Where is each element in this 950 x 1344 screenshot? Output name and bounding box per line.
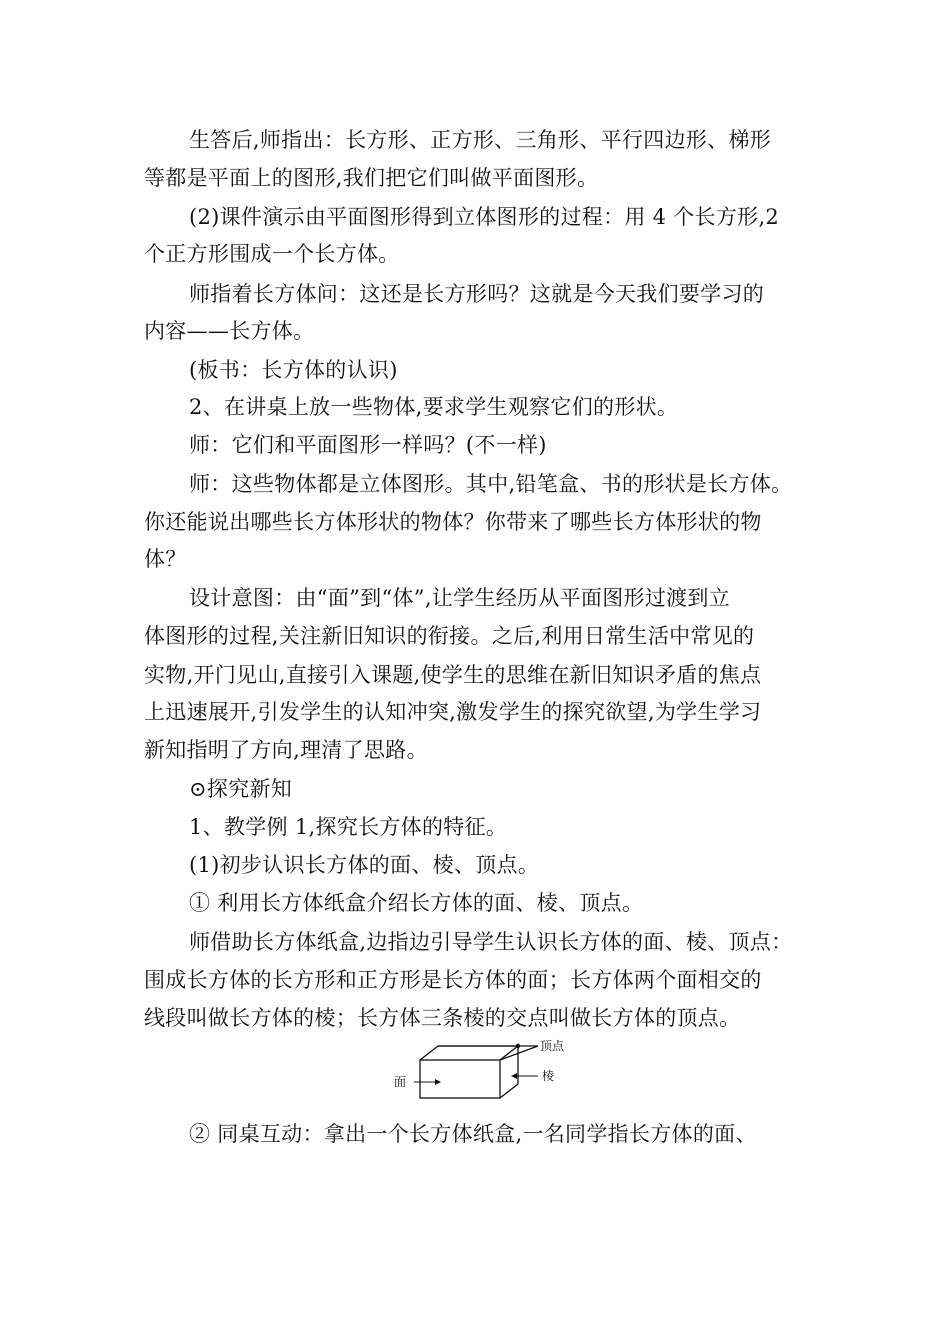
text-line: 师借助长方体纸盒,边指边引导学生认识长方体的面、棱、顶点： [189, 930, 793, 954]
text-line: ② 同桌互动：拿出一个长方体纸盒,一名同学指长方体的面、 [189, 1122, 757, 1146]
text-line: (2)课件演示由平面图形得到立体图形的过程：用 4 个长方形,2 [189, 205, 780, 229]
text-line: 新知指明了方向,理清了思路。 [144, 738, 428, 762]
text-line: 设计意图：由“面”到“体”,让学生经历从平面图形过渡到立 [189, 586, 731, 610]
text-line: 2、在讲桌上放一些物体,要求学生观察它们的形状。 [189, 395, 679, 419]
text-line: (1)初步认识长方体的面、棱、顶点。 [189, 853, 540, 877]
text-line: 等都是平面上的图形,我们把它们叫做平面图形。 [144, 166, 599, 190]
text-line: 你还能说出哪些长方体形状的物体？你带来了哪些长方体形状的物 [144, 510, 762, 534]
text-line: 生答后,师指出：长方形、正方形、三角形、平行四边形、梯形 [189, 128, 772, 152]
text-line: ① 利用长方体纸盒介绍长方体的面、棱、顶点。 [189, 891, 644, 915]
face-label: 面 [394, 1075, 407, 1089]
text-line: 内容——长方体。 [144, 319, 315, 343]
text-line: 师：这些物体都是立体图形。其中,铅笔盒、书的形状是长方体。 [189, 472, 793, 496]
text-line: (板书：长方体的认识) [189, 358, 398, 382]
text-line: 围成长方体的长方形和正方形是长方体的面；长方体两个面相交的 [144, 968, 762, 992]
vertex-dot [516, 1044, 520, 1048]
text-line: 体图形的过程,关注新旧知识的衔接。之后,利用日常生活中常见的 [144, 624, 755, 648]
edge-label: 棱 [542, 1069, 555, 1083]
vertex-label: 顶点 [540, 1039, 565, 1053]
top-face [420, 1046, 538, 1060]
text-line: 个正方形围成一个长方体。 [144, 242, 400, 266]
text-line: 师：它们和平面图形一样吗？(不一样) [189, 433, 547, 457]
text-line: 体？ [144, 547, 187, 571]
text-line: 上迅速展开,引发学生的认知冲突,激发学生的探究欲望,为学生学习 [144, 700, 762, 724]
cuboid-drawing [380, 1036, 620, 1106]
text-line: 实物,开门见山,直接引入课题,使学生的思维在新旧知识矛盾的焦点 [144, 663, 762, 687]
section-heading: ⊙探究新知 [189, 777, 293, 801]
text-line: 线段叫做长方体的棱；长方体三条棱的交点叫做长方体的顶点。 [144, 1006, 741, 1030]
front-face [420, 1060, 500, 1098]
text-line: 1、教学例 1,探究长方体的特征。 [189, 815, 508, 839]
cuboid-diagram [380, 1036, 620, 1106]
text-line: 师指着长方体问：这还是长方形吗？这就是今天我们要学习的 [189, 282, 765, 306]
